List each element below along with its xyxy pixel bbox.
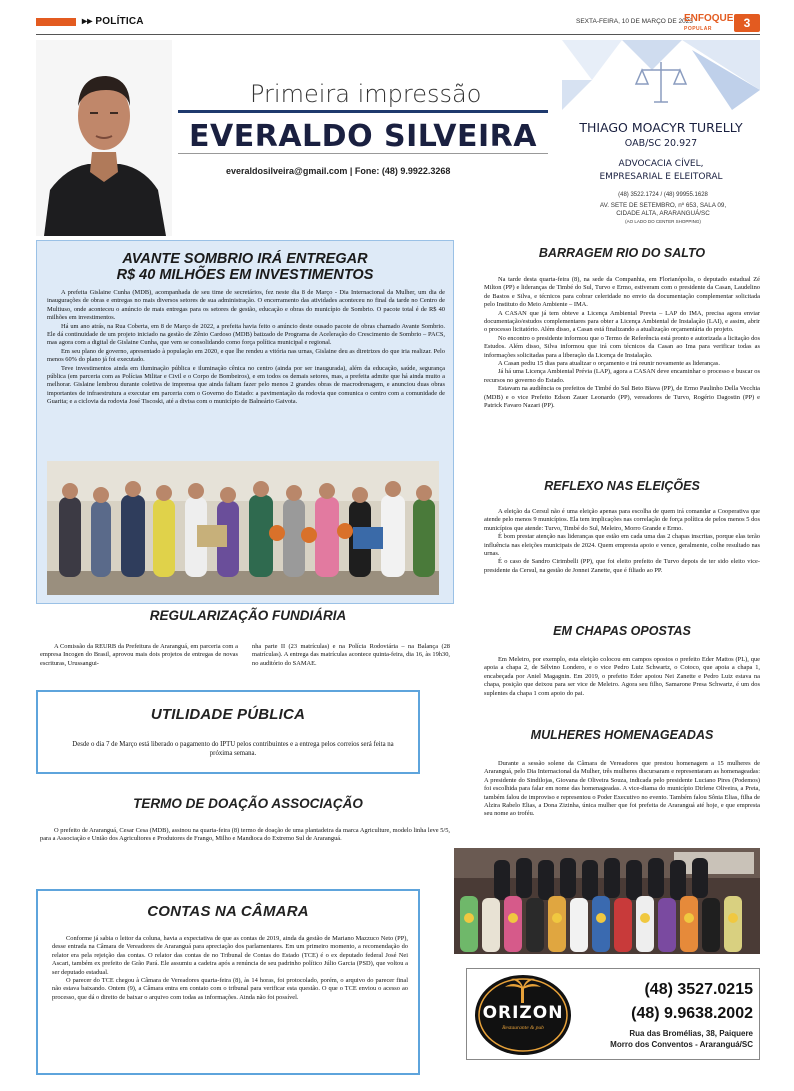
chapas-paragraph: Em Meleiro, por exemplo, esta eleição colocou em campos opostos o prefeito Eder Mattos (PL), que apoia a chapa 2, de Sélvino Londero, e o vice Pedro Luiz Schwartz, o Cotoco, que apoia a chapa 1, encabeçada por Aniel Magagnin. Em 2019, o prefeito Eder apoiou Nei Zanette e Pedro Luiz estava na chapa, posição que deixou para ser vice de Meleiro. Agora seu filho, Samarone Presa Schwartz, é um dos suplentes da chapa 1 com apoio do pai. [484,656,760,697]
avante-article-box [36,240,454,604]
utilidade-headline: UTILIDADE PÚBLICA [150,706,306,723]
barragem-paragraph: No encontro o presidente informou que o Termo de Referência está pronto e autorizada a licitação dos Estudos. Além disso, Silva informou que irá com técnicos da Casan ao Ima para verificar todas as informações solicitadas para a liberação da Licença de Instalação. [484,334,760,359]
avante-headline-2: R$ 40 MILHÕES EM INVESTIMENTOS [116,267,374,283]
law-office-ad [562,40,760,236]
avante-paragraph: A prefeita Gislaine Cunha (MDB), acompanhada de seu time de secretários, fez neste dia 8 de Março - Dia Internacional da Mulher, um dia de inaugurações de obras e entregas no mais diversos setores de sua administração. O encerramento das atividades aconteceu no final da tarde no Centro de Multiuso, onde aconteceu o anúncio de mais entregas para os setores de gestão, educação e obras do município de Sombrio. O pacote total é de R$ 40 milhões em investimentos. [47,289,445,322]
page-number: 3 [734,14,760,32]
avante-paragraph: Em seu plano de governo, apresentado à população em 2020, e que lhe rendeu a vitória nas urnas, Gislaine deu as diretrizes do que iria realizar. Pelo menos 60% do plano já foi executado. [47,347,445,364]
regularizacao-column-1 [40,643,238,668]
chapas-body [484,656,760,698]
regularizacao-headline: REGULARIZAÇÃO FUNDIÁRIA [149,608,347,623]
barragem-paragraph: Na tarde desta quarta-feira (8), na sede da Companhia, em Florianópolis, o deputado estadual Zé Milton (PP) e lideranças de Timbé do Sul, Turvo e Ermo, estiveram com o presidente da Casan, Laudelino de Bastos e Silva, e técnicos para cobrar celeridade no envio da documentação complementar solicitada pelo Instituto do Meio Ambiente – IMA. [484,276,760,309]
utilidade-body: Desde o dia 7 de Março está liberado o pagamento do IPTU pelos contribuintes e a entrega pelos correios será feita na próxima semana. [72,741,394,757]
avante-body [47,289,445,407]
reflexo-paragraph: A eleição da Cersul não é uma eleição apenas para escolha de quem irá comandar a Cooperativa que atende pelo menos 9 municípios. Ela tem implicações nas correlação de força política de pelos menos 5 dos municípios que atende: Turvo, Timbé do Sul, Meleiro, Morro Grande e Ermo. [484,508,760,532]
avante-group-photo [47,461,439,595]
contas-paragraph: O parecer do TCE chegou à Câmara de Vereadores quarta-feira (8), às 14 horas, foi protocolado, porém, o arquivo do parecer final não estava baixando. Ontem (9), a Câmara entra em contato com o tribunal para verificar esta questão. O que o TCE enviou o acesso ao processo, que dá o direito de baixar o arquivo com todas as informações. Ainda não foi possível. [52,977,408,1001]
utilidade-box [36,690,420,774]
columnist-name-bar [178,110,548,154]
mulheres-paragraph: Durante a sessão solene da Câmara de Vereadores que prestou homenagem a 15 mulheres de Araranguá, pelo Dia Internacional da Mulher, três mulheres discursaram e representaram as homenageadas: A presidente do Sindilojas, Giovana de Oliveira Souza, indicada pelo presidente Luciano Pires (Podemos) foi escolhida para falar em nome das homenageadas. A vice-diama do município Dirlene Oliveira, a Preta, também falou de improviso e representou o Poder Executivo no evento. Também falou Sônia Elias, filha de Alzira Rabelo Elias, a Dona Zizinha, única mulher que foi prefeita de Araranguá até hoje, e que empresta seu nome ao troféu. [484,760,760,818]
termo-paragraph: O prefeito de Araranguá, Cesar Cesa (MDB), assinou na quarta-feira (8) termo de doação de uma plantadeira da marca Agriculture, modelo linha leve 5/5, para a Associação e União dos Agricultores e Produtores de Frango, Milho e Mandioca do Extremo Sul de Araranguá. [40,827,450,843]
reflexo-paragraph: É o caso de Sandro Cirimbelli (PP), que foi eleito prefeito de Turvo depois de ter sido eleito vice-presidente da Cersul, na gestão de Jonnei Zanette, que é filiado ao PP. [484,558,760,574]
address-line-1: AV. SETE DE SETEMBRO, nº 653, SALA 09, [599,202,727,209]
brand-name: ENFOQUE [684,13,734,24]
mulheres-body [484,760,760,819]
regularizacao-column-2 [252,643,450,668]
contas-headline: CONTAS NA CÂMARA [147,903,309,920]
contas-body [52,935,408,1002]
column-title: Primeira impressão [250,80,482,108]
edition-date: SEXTA-FEIRA, 10 DE MARÇO DE 2023 [576,18,693,25]
columnist-contact: everaldosilveira@gmail.com | Fone: (48) 9.9922.3268 [226,166,451,176]
reflexo-body [484,508,760,575]
address-line-3: (AO LADO DO CENTER SHOPPING) [625,219,701,224]
orizon-phone-1: (48) 3527.0215 [644,981,753,998]
orizon-address-2: Morro dos Conventos - Araranguá/SC [610,1040,753,1049]
specialty-line-1: ADVOCACIA CÍVEL, [618,159,704,169]
avante-headline-1: AVANTE SOMBRIO IRÁ ENTREGAR [122,251,368,267]
specialty-line-2: EMPRESARIAL E ELEITORAL [599,172,723,182]
barragem-paragraph: Estavam na audiência os prefeitos de Timbé do Sul Beto Biava (PP), de Ermo Paulinho Della Vecchia (MDB) e o vice Prefeito Edson Zauer Leonardo (PP), vereadores de Turvo, Rogério Dagostin (PP) e Patrick Favaro Nazari (PP). [484,385,760,410]
orizon-name: ORIZON [482,1003,564,1023]
orizon-address-1: Rua das Bromélias, 38, Paiquere [629,1029,753,1038]
barragem-headline: BARRAGEM RIO DO SALTO [538,246,706,260]
reflexo-headline: REFLEXO NAS ELEIÇÕES [544,479,700,493]
orizon-ad [466,968,760,1060]
chapas-headline: EM CHAPAS OPOSTAS [553,624,691,638]
regularizacao-paragraph: nha parte II (23 matrículas) e na Polícia Rodoviária – na Balança (28 matrículas). A entrega das matrículas acontece quinta-feira, dia 16, às 19h30, no auditório do SAMAE. [252,643,450,667]
orizon-phone-2: (48) 9.9638.2002 [631,1005,753,1022]
regularizacao-body [40,643,450,668]
brand-sub: POPULAR [684,26,712,32]
address-line-2: CIDADE ALTA, ARARANGUÁ/SC [616,210,710,217]
barragem-paragraph: A Casan pediu 15 dias para atualizar o orçamento e irá reunir novamente as lideranças. [498,360,720,368]
barragem-paragraph: Já há uma Licença Ambiental Prévia (LAP), agora a CASAN deve encaminhar o processo e buscar os recursos no governo do Estado. [484,368,760,384]
lawyer-specialties [562,158,760,184]
camara-group-photo [454,848,760,954]
contas-box [36,889,420,1075]
orizon-tagline: Restaurante & pub [502,1025,544,1031]
termo-body [40,827,450,844]
lawyer-name: THIAGO MOACYR TURELLY [579,120,743,135]
avante-paragraph: Há um ano atrás, na Rua Coberta, em 8 de Março de 2022, a prefeita havia feito o anúncio deste ousado pacote de obras chamado Avante Sombrio. Ele dá continuidade de um projeto iniciado na gestão de Zênio Cardoso (MDB) batizado de Programa de Aceleração do Crescimento de Sombrio – PACS, mas agora com a digital de Gislaine Cunha, que vem se consolidando como força política municipal e regional. [47,322,445,347]
lawyer-phones: (48) 3522.1724 / (48) 99955.1628 [618,192,708,198]
mulheres-headline: MULHERES HOMENAGEADAS [530,728,714,742]
header-rule [36,34,760,35]
columnist-photo [36,40,172,236]
section-label: ▸▸ POLÍTICA [82,16,144,27]
termo-headline: TERMO DE DOAÇÃO ASSOCIAÇÃO [133,796,363,811]
barragem-body [484,276,760,411]
lawyer-address [570,202,756,226]
avante-headline [37,251,453,283]
section-color-bar [36,18,76,26]
columnist-name: EVERALDO SILVEIRA [189,119,537,154]
barragem-paragraph: A CASAN que já tem obteve a Licença Ambiental Prevta – LAP do IMA, precisa agora enviar documentação/estudos complementares para obter a Licença Ambiental de Instalação (LAI), e assim, abrir o processo licitatório. Além disso, a Casan está finalizando a atualização orçamentária do projeto. [484,309,760,334]
lawyer-oab: OAB/SC 20.927 [624,138,698,149]
page-header-bar [36,14,760,36]
avante-paragraph: Teve investimentos ainda em iluminação pública e iluminação cênica no centro (ainda por ser inaugurada), além da educação, saúde, segurança pública (em parceria com as Polícias Militar e Civil e o Corpo de Bombeiros), e em todos os demais setores, mas, a prefeita admite que há ainda muito a melhorar. Gislaine lembrou durante coletiva de imprensa que ainda faltam fazer pelo menos 2 grandes obras de macrodrenagem, e anunciou duas obras importantes de infraestrutura a executar em parceria com o Governo do Estado: a pavimentação da rodovia que comunica o centro com a comunidade de Guarita; e a ciclovia da rodovia José Tiscoski, até a divisa com o município de Balneário Gaivota. [47,364,445,406]
regularizacao-paragraph: A Comissão da REURB da Prefeitura de Araranguá, em parceria com a empresa Incogen do Brasil, aprovou mais dois projetos de entregas de novas escrituras, Urussangui- [40,643,238,667]
contas-paragraph: Conforme já sabia o leitor da coluna, havia a expectativa de que as contas de 2019, ainda da gestão de Mariano Mazzuco Neto (PP), desse entrada na Câmara de Vereadores de Araranguá para apreciação dos parlamentares. Em um primeiro momento, a recomendação do relator era pela rejeição das contas. O relator das contas de no Tribunal de Contas do Estado (TCE) é o ex deputado federal José Nei Ascari, também ex prefeito de Grão Pará. Ele assumiu a cadeira após a renúncia de seu padrinho político Júlio Garcia (PSD), que voltou a ser deputado estadual. [52,935,408,976]
newspaper-brand [684,14,733,34]
reflexo-paragraph: É bom prestar atenção nas lideranças que estão em cada uma das 2 chapas inscritas, porque elas terão influência nas eleições municipais de 2024. Quem empresta apoio e vence, geralmente, colhe resultado nas urnas. [484,533,760,558]
orizon-logo [473,973,573,1057]
